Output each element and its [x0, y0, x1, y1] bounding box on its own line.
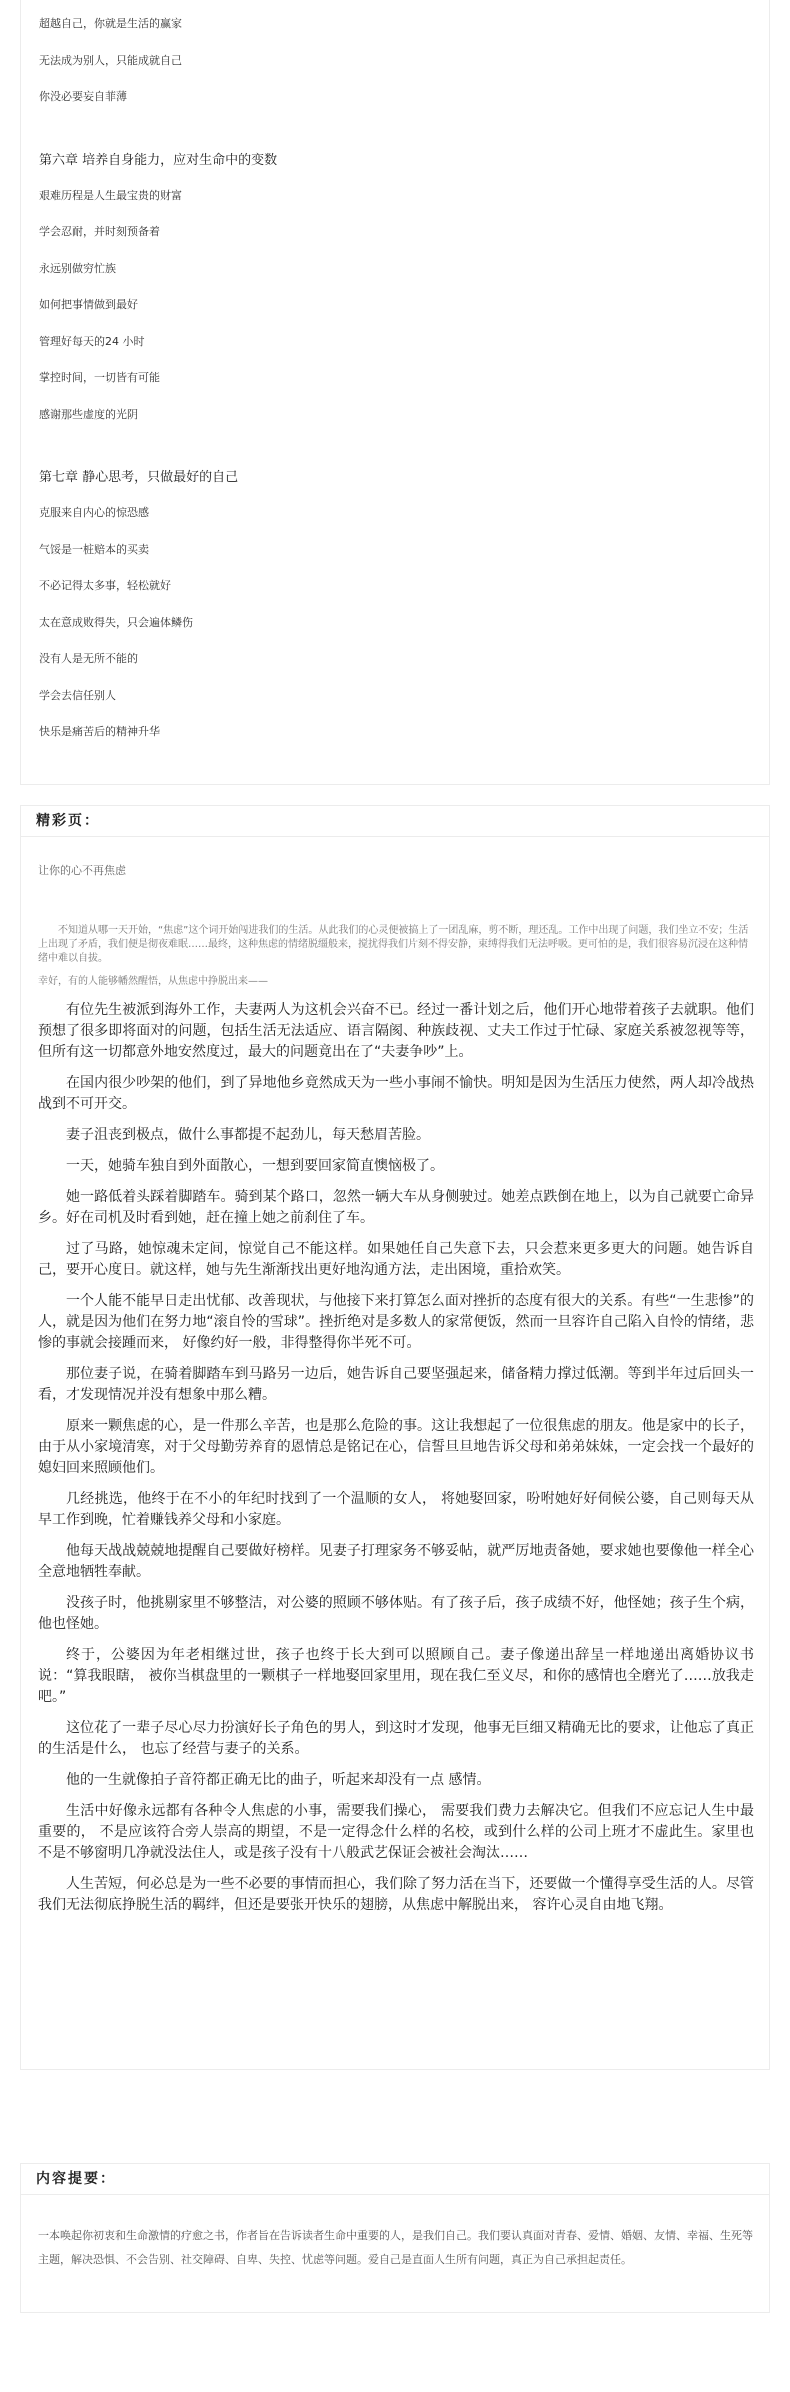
- toc-item: 快乐是痛苦后的精神升华: [39, 725, 160, 738]
- toc-item: 没有人是无所不能的: [39, 652, 138, 665]
- toc-item: 超越自己，你就是生活的赢家: [39, 17, 182, 30]
- excerpt-paragraph: 人生苦短，何必总是为一些不必要的事情而担心，我们除了努力活在当下，还要做一个懂得享受生活的人。尽管我们无法彻底挣脱生活的羁绊，但还是要张开快乐的翅膀，从焦虑中解脱出来， 容许心灵自由地飞翔。: [38, 1876, 754, 1913]
- excerpt-paragraph: 在国内很少吵架的他们，到了异地他乡竟然成天为一些小事闹不愉快。明知是因为生活压力使然，两人却冷战热战到不可开交。: [38, 1075, 754, 1112]
- excerpt-paragraph: 没孩子时，他挑剔家里不够整洁，对公婆的照顾不够体贴。有了孩子后，孩子成绩不好，他怪她；孩子生个病，他也怪她。: [38, 1595, 754, 1632]
- toc-item: 气馁是一桩赔本的买卖: [39, 542, 149, 556]
- toc-item: 克服来自内心的惊恐感: [39, 506, 149, 519]
- toc-chapter-title: 第六章 培养自身能力，应对生命中的变数: [39, 152, 278, 168]
- toc-item: 无法成为别人，只能成就自己: [39, 53, 182, 67]
- excerpt-paragraph: 他的一生就像拍子音符都正确无比的曲子，听起来却没有一点 感情。: [66, 1772, 491, 1788]
- excerpt-paragraph: 妻子沮丧到极点，做什么事都提不起劲儿，每天愁眉苦脸。: [66, 1127, 430, 1143]
- table-of-contents: [20, 0, 770, 785]
- summary-heading: 内容提要：: [21, 2164, 769, 2195]
- summary-text: 一本唤起你初衷和生命激情的疗愈之书，作者旨在告诉读者生命中重要的人，是我们自己。我们要认真面对青春、爱情、婚姻、友情、幸福、生死等主题，解决恐惧、不会告别、社交障碍、自卑、失控、忧虑等问题。爱自己是直面人生所有问题，真正为自己承担起责任。: [38, 2229, 753, 2266]
- excerpt-paragraph: 过了马路，她惊魂未定间，惊觉自己不能这样。如果她任自己失意下去，只会惹来更多更大的问题。她告诉自己，要开心度日。就这样，她与先生渐渐找出更好地沟通方法，走出困境，重拾欢笑。: [38, 1241, 754, 1278]
- excerpt-paragraph: 有位先生被派到海外工作，夫妻两人为这机会兴奋不已。经过一番计划之后，他们开心地带着孩子去就职。他们预想了很多即将面对的问题，包括生活无法适应、语言隔阂、种族歧视、丈夫工作过于忙碌、家庭关系被忽视等等，但所有这一切都意外地安然度过，最大的问题竟出在了“夫妻争吵”上。: [38, 1002, 754, 1060]
- toc-item: 如何把事情做到最好: [39, 298, 138, 311]
- toc-item: 你没必要妄自菲薄: [39, 90, 127, 103]
- toc-item: 太在意成败得失，只会遍体鳞伤: [39, 615, 193, 629]
- excerpt-intro: 不知道从哪一天开始，“焦虑”这个词开始闯进我们的生活。从此我们的心灵便被搞上了一团乱麻，剪不断，理还乱。工作中出现了问题，我们坐立不安；生活上出现了矛盾，我们便是彻夜难眠……最终，这种焦虑的情绪脱缰般来，搅扰得我们片刻不得安静，束缚得我们无法呼吸。更可怕的是，我们很容易沉浸在这种情绪中难以自拔。: [38, 925, 749, 964]
- summary-section: [20, 2163, 770, 2313]
- excerpt-paragraph: 这位花了一辈子尽心尽力扮演好长子角色的男人，到这时才发现，他事无巨细又精确无比的要求，让他忘了真正的生活是什么， 也忘了经营与妻子的关系。: [38, 1720, 754, 1757]
- toc-item: 管理好每天的24 小时: [39, 334, 145, 348]
- excerpt-paragraph: 一天，她骑车独自到外面散心，一想到要回家简直懊恼极了。: [66, 1158, 444, 1174]
- toc-item: 感谢那些虚度的光阴: [39, 407, 138, 421]
- toc-item: 学会去信任别人: [39, 688, 116, 702]
- excerpt-heading: 精彩页：: [21, 806, 769, 837]
- toc-item: 学会忍耐，并时刻预备着: [39, 225, 160, 238]
- excerpt-paragraph: 原来一颗焦虑的心，是一件那么辛苦，也是那么危险的事。这让我想起了一位很焦虑的朋友。他是家中的长子，由于从小家境清寒，对于父母勤劳养育的恩情总是铭记在心，信誓旦旦地告诉父母和弟弟妹妹，一定会找一个最好的媳妇回来照顾他们。: [38, 1418, 754, 1476]
- toc-item: 永远别做穷忙族: [39, 261, 116, 275]
- excerpt-paragraph: 几经挑选，他终于在不小的年纪时找到了一个温顺的女人， 将她娶回家，吩咐她好好伺候公婆，自己则每天从早工作到晚，忙着赚钱养父母和小家庭。: [38, 1491, 754, 1528]
- excerpt-body: [38, 1000, 754, 1926]
- excerpt-lead: 幸好，有的人能够幡然醒悟，从焦虑中挣脱出来——: [38, 976, 268, 987]
- excerpt-paragraph: 他每天战战兢兢地提醒自己要做好榜样。见妻子打理家务不够妥帖，就严厉地责备她，要求她也要像他一样全心全意地牺牲奉献。: [38, 1543, 754, 1580]
- toc-item: 不必记得太多事，轻松就好: [39, 579, 171, 592]
- excerpt-paragraph: 那位妻子说，在骑着脚踏车到马路另一边后，她告诉自己要坚强起来，储备精力撑过低潮。等到半年过后回头一看，才发现情况并没有想象中那么糟。: [38, 1366, 754, 1403]
- excerpt-paragraph: 终于，公婆因为年老相继过世，孩子也终于长大到可以照顾自己。妻子像递出辞呈一样地递出离婚协议书说：“算我眼瞎， 被你当棋盘里的一颗棋子一样地娶回家里用，现在我仁至义尽，和你的感情也全磨光了……放我走吧。”: [38, 1647, 754, 1705]
- excerpt-subtitle: 让你的心不再焦虑: [38, 864, 126, 877]
- toc-item: 掌控时间，一切皆有可能: [39, 371, 160, 384]
- excerpt-paragraph: 生活中好像永远都有各种令人焦虑的小事，需要我们操心， 需要我们费力去解决它。但我们不应忘记人生中最重要的， 不是应该符合旁人崇高的期望，不是一定得念什么样的名校，或到什么样的公司上班才不虚此生。家里也不是不够窗明几净就没法住人，或是孩子没有十八般武艺保证会被社会淘汰……: [38, 1803, 754, 1861]
- toc-item: 艰难历程是人生最宝贵的财富: [39, 188, 182, 202]
- excerpt-section: [20, 805, 770, 2070]
- excerpt-paragraph: 一个人能不能早日走出忧郁、改善现状，与他接下来打算怎么面对挫折的态度有很大的关系。有些“一生悲惨”的人，就是因为他们在努力地“滚自怜的雪球”。挫折绝对是多数人的家常便饭，然而一旦容许自己陷入自怜的情绪，悲惨的事就会接踵而来， 好像约好一般，非得整得你半死不可。: [38, 1293, 754, 1351]
- toc-chapter-title: 第七章 静心思考，只做最好的自己: [39, 470, 239, 485]
- excerpt-paragraph: 她一路低着头踩着脚踏车。骑到某个路口，忽然一辆大车从身侧驶过。她差点跌倒在地上，以为自己就要亡命异乡。好在司机及时看到她，赶在撞上她之前刹住了车。: [38, 1189, 754, 1226]
